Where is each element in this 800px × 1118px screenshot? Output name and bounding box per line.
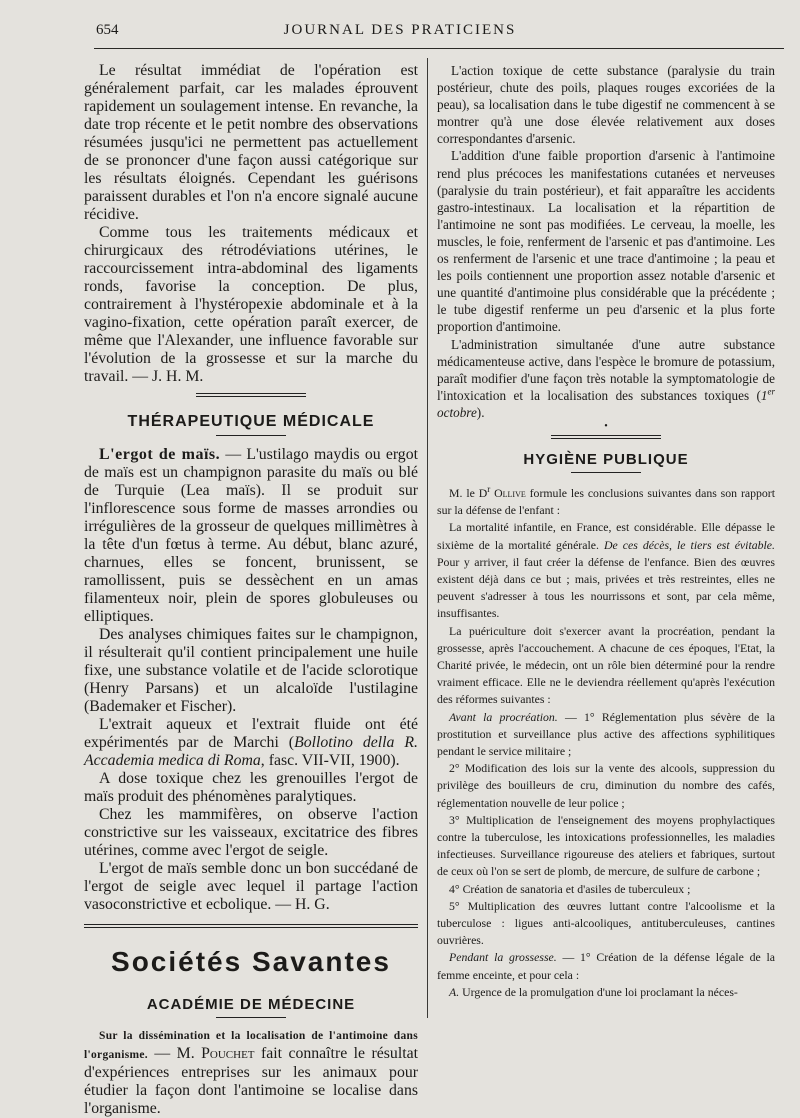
double-rule [84, 924, 418, 925]
paragraph [437, 485, 775, 519]
article-text: — L'ustilago maydis ou ergot de maïs est un champignon parasite du maïs ou blé de Turquie (Lea maïs). Il se produit sur l'inflorescence sous forme de masses arrondies ou irrégulières de la grosseur de quelques millimètres à la tête d'un fœtus à terme. Au début, blanc azuré, charnues, elles se foncent, brunissent, se ramollissent, puis se dessèchent en un amas filamenteux noir, plein de spores globuleuses ou elliptiques. [84, 446, 418, 625]
paragraph-date [437, 336, 775, 421]
heading-underline [216, 435, 286, 436]
paragraph [437, 984, 775, 1001]
journal-citation: Bollotino della R. Accademia medica di Roma [84, 734, 418, 769]
article-antimoine [84, 1026, 418, 1118]
author-name: Ollive [494, 485, 526, 500]
dot-ornament: • [604, 420, 608, 432]
text: M. le $D^r$ [449, 484, 491, 500]
paragraph: 2° Modification des lois sur la vente des alcools, suppression du privilège des bouilleurs de cru, diminution du nombre des cafés, réglementation nouvelle de leur police ; [437, 761, 775, 810]
article-title: L'ergot de maïs. [99, 446, 221, 463]
emphasis: De ces décès, le tiers est évitable. [603, 537, 775, 552]
paragraph: La puériculture doit s'exercer avant la procréation, pendant la grossesse, après l'accouchement. A chacune de ces époques, l'Etat, la Charité privée, le médecin, ont un rôle bien déterminé pour la rendre vraiment efficace. Elle ne le deviendra réellement qu'après l'exécution des réformes suivantes : [437, 623, 775, 707]
paragraph: 5° Multiplication des œuvres luttant contre l'alcoolisme et la tuberculose : ligues anti-alcooliques, antituberculeuses, cantines ouvrières. [437, 898, 775, 948]
text: — 1° Réglementation plus sévère de la prostitution et surveillance plus active des affections syphilitiques pendant le service militaire ; [437, 709, 775, 759]
paragraph [437, 709, 775, 761]
heading-underline [571, 472, 641, 473]
paragraph: Comme tous les traitements médicaux et chirurgicaux des rétrodéviations utérines, le raccourcissement intra-abdominal des ligaments ronds, favorise la conception. De plus, contrairement à l'hystéropexie abdominale et à la vagino-fixation, cette opération paraît exercer, de même que l'Alexander, une influence favorable sur l'évolution de la grossesse et sur la marche du travail. — J. H. M. [84, 224, 418, 385]
left-column [84, 62, 418, 1118]
text: fait connaître le résultat d'expériences entreprises sur les animaux pour étudier la façon dont l'antimoine se localise dans l'organisme. [84, 1045, 418, 1117]
section-separator [196, 393, 306, 397]
subheading: Pendant la grossesse. [449, 950, 557, 965]
paragraph [437, 519, 775, 622]
subheading: Avant la procréation. [449, 709, 558, 724]
text: La mortalité infantile, en France, est considérable. Elle dépasse le sixième de la mortalité générale. [437, 520, 775, 552]
article-title: Sur la dissémination et la localisation de l'antimoine dans l'organisme. [84, 1030, 418, 1061]
text: — 1° Création de la défense légale de la femme enceinte, et pour cela : [437, 950, 776, 982]
header-rule [94, 48, 784, 49]
text: ). [476, 404, 485, 420]
column-divider [427, 58, 428, 1018]
date: 1er octobre [437, 386, 775, 420]
paragraph: Chez les mammifères, on observe l'action constrictive sur les vaisseaux, excitatrice des fibres utérines, comme avec l'ergot de seigle. [84, 806, 418, 859]
heading-underline [216, 1017, 286, 1018]
paragraph: A dose toxique chez les grenouilles l'ergot de maïs produit des phénomènes paralytiques. [84, 770, 418, 805]
section-heading-societes: Sociétés Savantes [111, 946, 391, 977]
author-name: Pouchet [201, 1045, 255, 1062]
section-heading-hygiene: HYGIÈNE PUBLIQUE [523, 450, 689, 468]
list-marker: A. [449, 984, 460, 999]
right-column [437, 62, 775, 1001]
paragraph: 4° Création de sanatoria et d'asiles de tuberculeux ; [449, 881, 691, 896]
page-number: 654 [96, 22, 119, 38]
paragraph [437, 949, 775, 983]
text: , fasc. VII-VII, 1900). [260, 752, 400, 769]
paragraph: L'ergot de maïs semble donc un bon succédané de l'ergot de seigle avec lequel il partage l'action vasoconstrictive et ecbolique. — H. G. [84, 860, 418, 913]
paragraph: Le résultat immédiat de l'opération est généralement parfait, car les malades éprouvent rapidement un soulagement intense. En revanche, la date trop récente et le petit nombre des observations résumées jusqu'ici ne permettent pas actuellement de se prononcer d'une façon aussi catégorique sur les résultats éloignés. Cependant les guérisons paraissent durables et l'on n'a encore signalé aucune récidive. [84, 62, 418, 223]
text: — M. [147, 1045, 202, 1062]
section-heading-therapeutique: THÉRAPEUTIQUE MÉDICALE [127, 413, 375, 430]
section-separator [551, 435, 661, 439]
paragraph-citation [84, 716, 418, 770]
paragraph: 3° Multiplication de l'enseignement des moyens prophylactiques contre la tuberculose, les intoxications professionnelles, les maladies infectieuses. Surveillance rigoureuse des ateliers et fabriques, surtout de ceux où l'on se sert de plomb, de mercure, de sulfure de carbone ; [437, 812, 775, 879]
article-ergot-intro [84, 446, 418, 626]
paragraph: L'action toxique de cette substance (paralysie du train postérieur, chute des poils, plaques rouges excoriées de la peau), sa localisation dans le tube digestif ne commencent à se montrer qu'à une dose élevée relativement aux doses correspondantes d'arsenic. [437, 63, 775, 147]
running-header [0, 22, 800, 44]
paragraph: L'addition d'une faible proportion d'arsenic à l'antimoine rend plus précoces les manifestations cutanées et nerveuses (paralysie du train postérieur), et fait apparaître les accidents gastro-intestinaux. La localisation et la répartition de l'antimoine ne sont pas modifiées. Le cerveau, la moelle, les muscles, le foie, renferment de l'arsenic et pas d'antimoine. Les os renferment de l'arsenic et une trace d'antimoine ; la peau et les poils contiennent une proportion assez notable d'arsenic et une quantité d'antimoine plus considérable que la précédente ; le tube digestif renferme un peu d'arsenic et la plus forte proportion d'antimoine. [437, 148, 775, 335]
text: L'extrait aqueux et l'extrait fluide ont été expérimentés par de Marchi ( [84, 716, 418, 751]
text: Pour y arriver, il faut créer la défense de l'enfance. Bien des œuvres existent déjà dans ce but ; mais, privées et très restreintes, elles ne peuvent s'adresser à tous les nourrissons et sont, par cela même, insuffisantes. [437, 554, 775, 621]
text: formule les conclusions suivantes dans son rapport sur la défense de l'enfant : [437, 485, 776, 518]
text: L'administration simultanée d'une autre substance médicamenteuse active, dans l'espèce le bromure de potassium, paraît modifier d'une façon très notable la symptomatologie de l'intoxication et la localisation des substances toxiques ( [437, 336, 775, 403]
double-rule [84, 927, 418, 928]
subsection-heading-academie: ACADÉMIE DE MÉDECINE [146, 996, 356, 1013]
journal-title: JOURNAL DES PRATICIENS [283, 22, 517, 38]
text: Urgence de la promulgation d'une loi proclamant la néces- [459, 984, 738, 999]
paragraph: Des analyses chimiques faites sur le champignon, il résulterait qu'il contient principalement une huile fixe, une substance volatile et de l'acide sclorotique (Henry Parsans) et un alcaloïde l'ustilagine (Bademaker et Fischer). [84, 626, 418, 715]
